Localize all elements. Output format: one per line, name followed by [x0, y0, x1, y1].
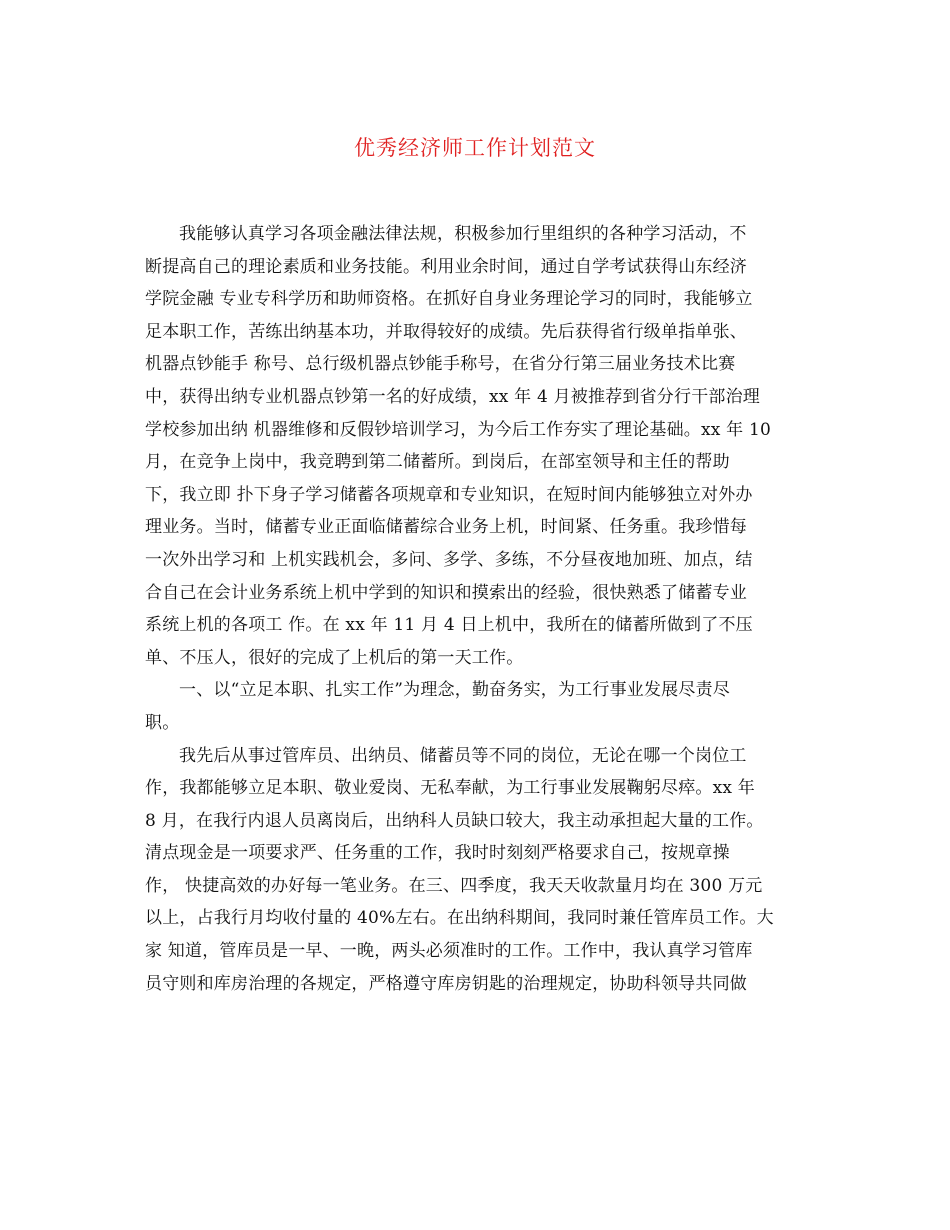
text-line: 理业务。当时，储蓄专业正面临储蓄综合业务上机，时间紧、任务重。我珍惜每 — [145, 517, 747, 538]
text-line: 作， 快捷高效的办好每一笔业务。在三、四季度，我天天收款量月均在 300 万元 — [145, 875, 763, 896]
text-line: 系统上机的各项工 作。在 xx 年 11 月 4 日上机中，我所在的储蓄所做到了不压 — [145, 615, 753, 636]
text-line: 机器点钞能手 称号、总行级机器点钞能手称号，在省分行第三届业务技术比赛 — [145, 354, 736, 375]
text-line: 中，获得出纳专业机器点钞第一名的好成绩，xx 年 4 月被推荐到省分行干部治理 — [145, 386, 761, 407]
text-line: 我能够认真学习各项金融法律法规，积极参加行里组织的各种学习活动，不 — [179, 224, 747, 244]
text-line: 以上，占我行月均收付量的 40%左右。在出纳科期间，我同时兼任管库员工作。大 — [145, 908, 774, 929]
text-line: 我先后从事过管库员、出纳员、储蓄员等不同的岗位，无论在哪一个岗位工 — [179, 745, 747, 766]
document-title: 优秀经济师工作计划范文 — [354, 136, 596, 160]
text-line: 作，我都能够立足本职、敬业爱岗、无私奉献，为工行事业发展鞠躬尽瘁。xx 年 — [145, 778, 755, 799]
text-line: 家 知道，管库员是一早、一晚，两头必须准时的工作。工作中，我认真学习管库 — [145, 941, 753, 962]
text-line: 一次外出学习和 上机实践机会，多问、多学、多练，不分昼夜地加班、加点，结 — [145, 549, 753, 570]
text-line: 单、不压人，很好的完成了上机后的第一天工作。 — [145, 647, 524, 668]
text-line: 清点现金是一项要求严、任务重的工作，我时时刻刻严格要求自己，按规章操 — [145, 843, 730, 864]
text-line: 合自己在会计业务系统上机中学到的知识和摸索出的经验，很快熟悉了储蓄专业 — [145, 582, 747, 603]
text-line: 学院金融 专业专科学历和助师资格。在抓好自身业务理论学习的同时，我能够立 — [145, 289, 753, 310]
text-line: 学校参加出纳 机器维修和反假钞培训学习，为今后工作夯实了理论基础。xx 年 10 — [145, 419, 772, 440]
section-heading-line: 职。 — [145, 712, 180, 733]
text-line: 下，我立即 扑下身子学习储蓄各项规章和专业知识，在短时间内能够独立对外办 — [145, 484, 753, 505]
text-line: 断提高自己的理论素质和业务技能。利用业余时间，通过自学考试获得山东经济 — [145, 256, 747, 277]
text-line: 员守则和库房治理的各规定，严格遵守库房钥匙的治理规定，协助科领导共同做 — [145, 973, 747, 994]
section-heading-line: 一、以“立足本职、扎实工作”为理念，勤奋务实，为工行事业发展尽责尽 — [179, 680, 730, 701]
document-body — [145, 218, 805, 1000]
text-line: 足本职工作，苦练出纳基本功，并取得较好的成绩。先后获得省行级单指单张、 — [145, 321, 747, 342]
text-line: 月，在竞争上岗中，我竞聘到第二储蓄所。到岗后，在部室领导和主任的帮助 — [145, 452, 730, 473]
text-line: 8 月，在我行内退人员离岗后，出纳科人员缺口较大，我主动承担起大量的工作。 — [145, 810, 764, 831]
